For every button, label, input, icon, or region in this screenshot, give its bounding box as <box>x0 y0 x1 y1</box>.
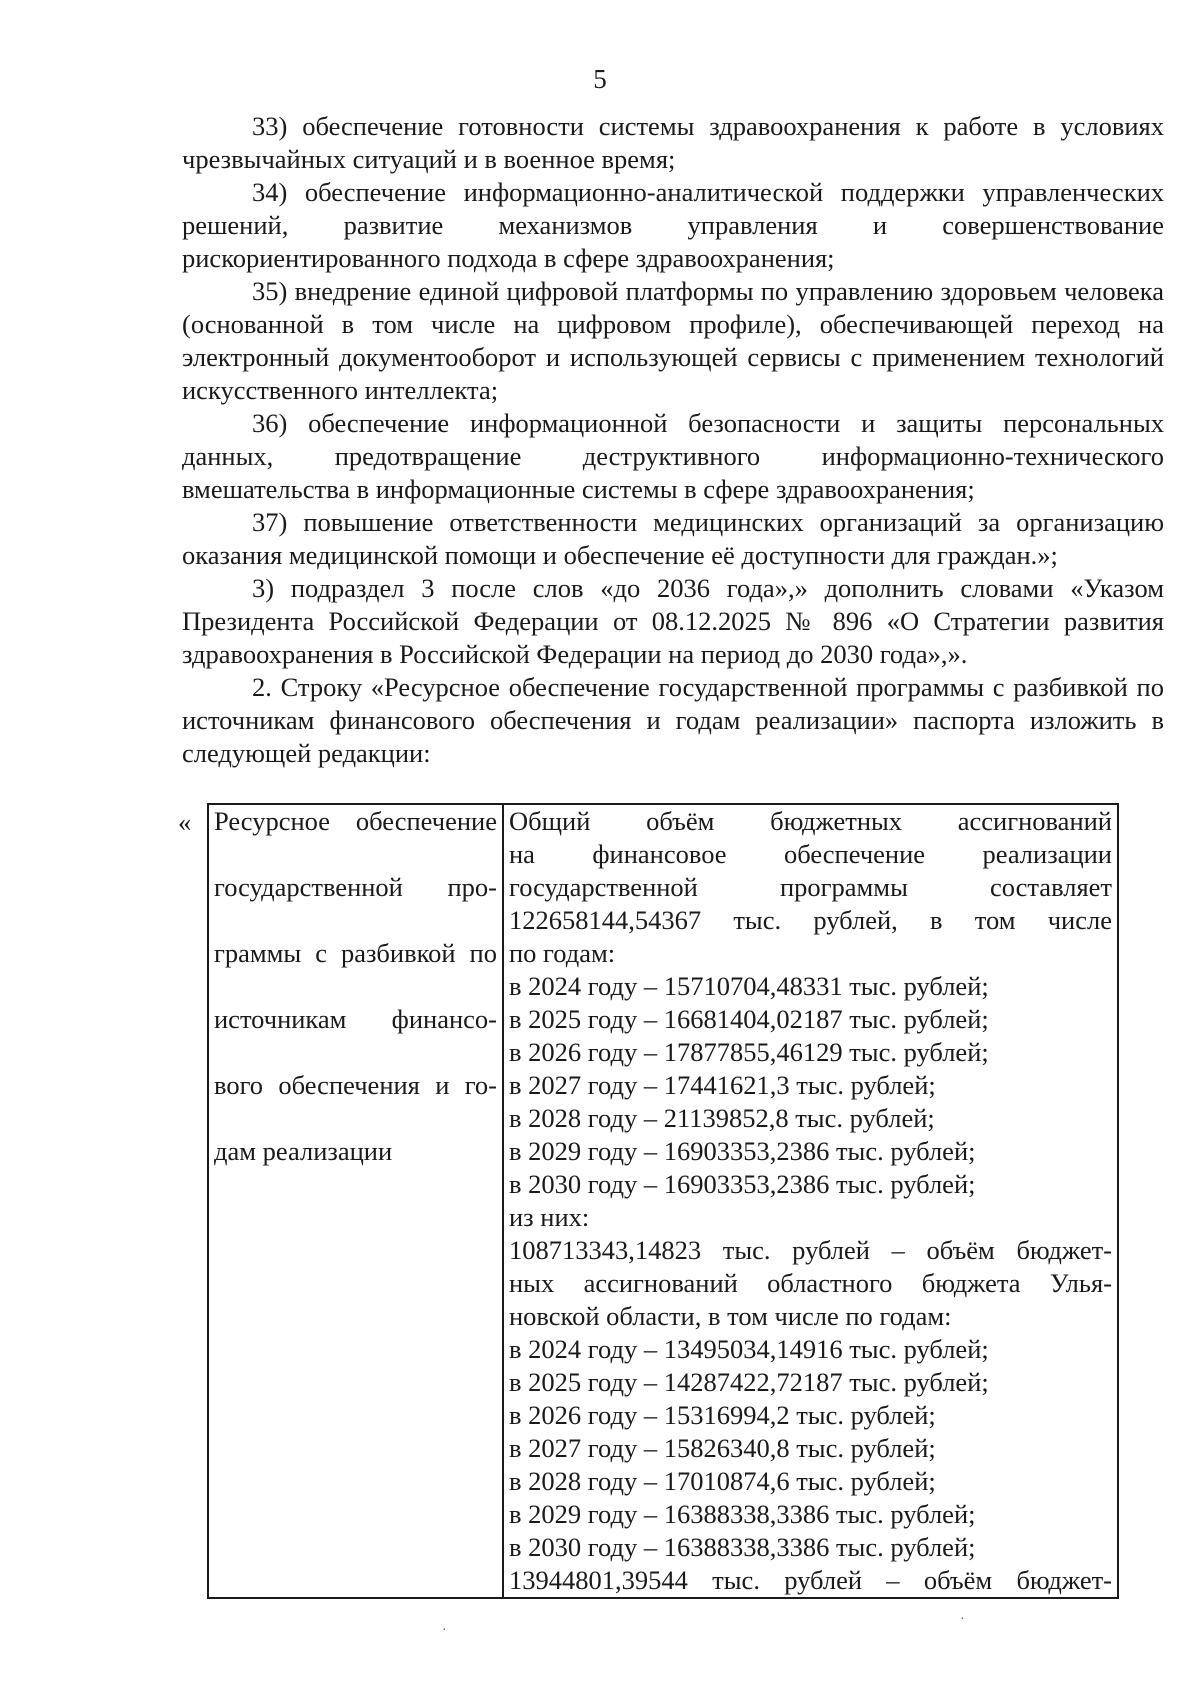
value-line: в 2026 году – 17877855,46129 тыс. рублей; <box>509 1037 989 1067</box>
value-line: в 2029 году – 16388338,3386 тыс. рублей; <box>509 1499 976 1529</box>
value-line: в 2028 году – 21139852,8 тыс. рублей; <box>509 1103 935 1133</box>
label-line: граммы с разбивкой по <box>214 938 497 968</box>
table-cell-value <box>503 804 1118 1598</box>
paragraph-33: 33) обеспечение готовности системы здравоохранения к работе в условиях чрезвычайных ситуаций и в военное время; <box>182 111 1164 174</box>
label-line: государственной про- <box>214 872 497 902</box>
document-body <box>182 110 1164 770</box>
label-line: дам реализации <box>214 1136 393 1166</box>
label-line: Ресурсное обеспечение <box>214 806 497 836</box>
value-line: 108713343,14823 тыс. рублей – объём бюджет- <box>509 1235 1112 1265</box>
value-line: ных ассигнований областного бюджета Улья- <box>509 1268 1112 1298</box>
scan-speck: · <box>960 1612 965 1627</box>
value-line: в 2027 году – 17441621,3 тыс. рублей; <box>509 1070 936 1100</box>
paragraph-36: 36) обеспечение информационной безопасности и защиты персональных данных, предотвращение деструктивного информационно-технического вмешательства в информационные системы в сфере здравоохранения; <box>182 408 1164 504</box>
paragraph-37: 37) повышение ответственности медицинских организаций за организацию оказания медицинской помощи и обеспечение её доступности для граждан.»; <box>182 507 1164 570</box>
label-line: источникам финансо- <box>214 1004 497 1034</box>
paragraph-34: 34) обеспечение информационно-аналитической поддержки управленческих решений, развитие механизмов управления и совершенствование рискориентированного подхода в сфере здравоохранения; <box>182 177 1164 273</box>
value-line: новской области, в том числе по годам: <box>509 1301 952 1331</box>
value-line: государственной программы составляет <box>509 872 1112 902</box>
value-line: 122658144,54367 тыс. рублей, в том числе <box>509 905 1112 935</box>
value-line: в 2024 году – 15710704,48331 тыс. рублей; <box>509 971 989 1001</box>
value-line: по годам: <box>509 938 616 968</box>
scan-speck: · <box>442 1623 447 1638</box>
value-line: в 2030 году – 16388338,3386 тыс. рублей; <box>509 1532 976 1562</box>
paragraph-subsection-3: 3) подраздел 3 после слов «до 2036 года»,» дополнить словами «Указом Президента Российской Федерации от 08.12.2025 № 896 «О Стратегии развития здравоохранения в Российской Федерации на период до 2030 года»,». <box>182 573 1164 669</box>
value-line: из них: <box>509 1202 590 1232</box>
value-line: в 2030 году – 16903353,2386 тыс. рублей; <box>509 1169 976 1199</box>
value-line: в 2026 году – 15316994,2 тыс. рублей; <box>509 1400 936 1430</box>
value-line: 13944801,39544 тыс. рублей – объём бюджет- <box>509 1565 1112 1595</box>
value-line: в 2025 году – 14287422,72187 тыс. рублей; <box>509 1367 989 1397</box>
paragraph-item-2: 2. Строку «Ресурсное обеспечение государственной программы с разбивкой по источникам финансового обеспечения и годам реализации» паспорта изложить в следующей редакции: <box>182 672 1164 768</box>
value-line: в 2027 году – 15826340,8 тыс. рублей; <box>509 1433 936 1463</box>
value-line: в 2024 году – 13495034,14916 тыс. рублей; <box>509 1334 989 1364</box>
paragraph-35: 35) внедрение единой цифровой платформы по управлению здоровьем человека (основанной в том числе на цифровом профиле), обеспечивающей переход на электронный документооборот и использующей сервисы с применением технологий искусственного интеллекта; <box>182 276 1164 405</box>
page-number: 5 <box>593 64 607 94</box>
value-line: в 2028 году – 17010874,6 тыс. рублей; <box>509 1466 936 1496</box>
value-line: Общий объём бюджетных ассигнований <box>509 806 1112 836</box>
table-cell-label <box>208 804 503 1598</box>
table-open-quote: « <box>178 807 192 837</box>
value-line: в 2029 году – 16903353,2386 тыс. рублей; <box>509 1136 976 1166</box>
value-line: в 2025 году – 16681404,02187 тыс. рублей; <box>509 1004 989 1034</box>
table-row <box>208 804 1118 1598</box>
value-line: на финансовое обеспечение реализации <box>509 839 1112 869</box>
label-line: вого обеспечения и го- <box>214 1070 497 1100</box>
resource-table <box>207 803 1119 1599</box>
